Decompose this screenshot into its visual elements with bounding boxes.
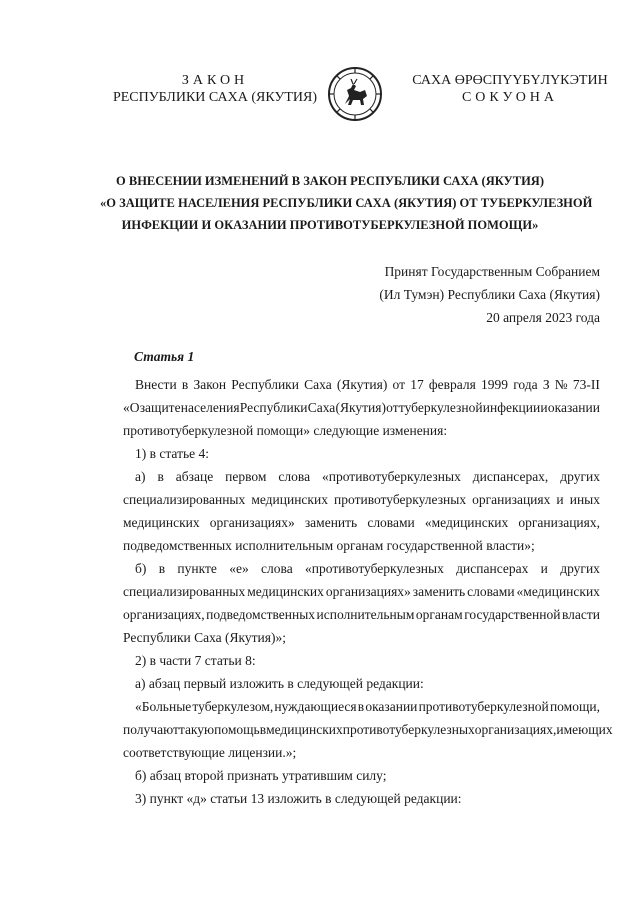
text-line <box>123 511 600 534</box>
title-line: «О ЗАЩИТЕ НАСЕЛЕНИЯ РЕСПУБЛИКИ САХА (ЯКУТИЯ) ОТ ТУБЕРКУЛЕЗНОЙ <box>100 196 593 210</box>
coat-of-arms-emblem <box>327 66 383 122</box>
text-word: «противотуберкулезных <box>322 469 461 484</box>
text-word: медицинских <box>123 515 200 530</box>
header-right-line1: САХА ӨРӨСПҮҮБҮЛҮКЭТИН <box>412 73 608 88</box>
text-word: февраля <box>428 377 476 392</box>
text-word: б) <box>135 561 147 576</box>
text-word: медицинских <box>251 492 328 507</box>
text-word: диспансерах, <box>472 469 549 484</box>
text-word: медицинских <box>266 722 343 737</box>
text-word: и <box>540 561 548 576</box>
text-word: нуждающиеся <box>274 699 357 714</box>
text-word: Республики <box>231 377 299 392</box>
text-line <box>123 764 600 787</box>
text-word: организациях <box>472 492 551 507</box>
text-word: организациях, <box>474 722 557 737</box>
text-word: соответствующие лицензии.»; <box>123 745 297 760</box>
text-word: противотуберкулезной <box>418 699 549 714</box>
text-word: Саха <box>304 377 332 392</box>
text-word: 17 <box>410 377 424 392</box>
text-word: Внести <box>135 377 177 392</box>
header-right-line2: СОКУОНА <box>461 90 559 105</box>
text-word: пункте <box>177 561 217 576</box>
adoption-note <box>379 260 600 329</box>
title-line: ИНФЕКЦИИ И ОКАЗАНИИ ПРОТИВОТУБЕРКУЛЕЗНОЙ ПОМОЩИ» <box>121 218 539 232</box>
text-line <box>123 580 600 603</box>
text-word: организациях» <box>325 584 411 599</box>
article-heading: Статья 1 <box>134 349 195 364</box>
text-word: «Больные <box>135 699 192 714</box>
text-line <box>123 672 600 695</box>
text-word: словами <box>467 584 515 599</box>
text-word: государственной <box>464 607 561 622</box>
text-word: в <box>357 699 365 714</box>
text-line <box>123 396 600 419</box>
text-word: власти <box>561 607 600 622</box>
text-word: 73-II <box>572 377 600 392</box>
text-line <box>123 419 600 442</box>
law-title <box>100 170 593 236</box>
article-body <box>123 373 613 810</box>
header-left <box>110 72 320 106</box>
header-left-line1: ЗАКОН <box>181 73 249 88</box>
text-word: получают <box>123 722 179 737</box>
text-word: подведомственных исполнительным органам государственной власти»; <box>123 538 535 553</box>
text-word: оказании <box>365 699 418 714</box>
text-word: туберкулезной <box>398 400 483 415</box>
text-word: иных <box>569 492 600 507</box>
text-word: специализированных <box>123 584 246 599</box>
text-line <box>123 442 600 465</box>
text-word: первом <box>225 469 267 484</box>
text-word: а) <box>135 469 146 484</box>
text-word: б) абзац второй признать утратившим силу; <box>135 768 387 783</box>
text-word: и <box>540 400 548 415</box>
text-word: подведомственных <box>206 607 316 622</box>
text-word: «медицинских <box>516 584 600 599</box>
text-line <box>123 465 600 488</box>
text-word: года <box>513 377 538 392</box>
text-word: № <box>554 377 568 392</box>
text-word: (Якутия) <box>335 400 386 415</box>
text-word: «противотуберкулезных <box>305 561 444 576</box>
text-word: противотуберкулезной помощи» следующие изменения: <box>123 423 448 438</box>
text-word: противотуберкулезных <box>342 722 475 737</box>
text-word: «медицинских <box>424 515 509 530</box>
text-line <box>123 534 600 557</box>
text-word: Закон <box>193 377 227 392</box>
text-line <box>123 695 600 718</box>
text-word: в <box>158 561 166 576</box>
adoption-line: Принят Государственным Собранием <box>384 264 600 279</box>
text-word: оказании <box>547 400 600 415</box>
text-word: З <box>542 377 550 392</box>
text-word: защите <box>139 400 181 415</box>
text-word: других <box>560 561 600 576</box>
text-word: населения <box>180 400 240 415</box>
text-word: такую <box>178 722 215 737</box>
text-line <box>123 488 600 511</box>
text-word: и <box>556 492 564 507</box>
text-word: имеющих <box>556 722 613 737</box>
text-word: помощь <box>214 722 260 737</box>
text-word: словами <box>367 515 415 530</box>
text-word: 2) в части 7 статьи 8: <box>135 653 256 668</box>
text-line <box>123 649 600 672</box>
header-left-line2: РЕСПУБЛИКИ САХА (ЯКУТИЯ) <box>112 90 318 105</box>
text-line <box>123 557 600 580</box>
text-word: диспансерах <box>456 561 529 576</box>
text-word: других <box>560 469 600 484</box>
text-line <box>123 626 600 649</box>
text-word: а) абзац первый изложить в следующей редакции: <box>135 676 424 691</box>
text-word: Республики Саха (Якутия)»; <box>123 630 286 645</box>
text-word: абзаце <box>175 469 214 484</box>
text-word: слова <box>261 561 293 576</box>
text-line <box>123 718 613 741</box>
text-line <box>123 787 600 810</box>
text-word: организациях, <box>123 607 205 622</box>
text-word: в <box>259 722 267 737</box>
text-word: в <box>181 377 189 392</box>
text-word: Саха <box>307 400 336 415</box>
header-right <box>405 72 615 106</box>
text-word: организациях» <box>209 515 295 530</box>
text-word: 3) пункт «д» статьи 13 изложить в следующей редакции: <box>135 791 462 806</box>
text-word: 1999 <box>481 377 509 392</box>
text-word: «О <box>123 400 140 415</box>
adoption-line: (Ил Тумэн) Республики Саха (Якутия) <box>379 287 600 302</box>
text-word: 1) в статье 4: <box>135 446 209 461</box>
text-word: от <box>392 377 406 392</box>
text-word: туберкулезом, <box>192 699 274 714</box>
text-line <box>123 603 600 626</box>
text-word: организациях, <box>518 515 600 530</box>
title-line: О ВНЕСЕНИИ ИЗМЕНЕНИЙ В ЗАКОН РЕСПУБЛИКИ САХА (ЯКУТИЯ) <box>116 174 544 188</box>
text-word: органам <box>415 607 463 622</box>
text-line <box>123 741 600 764</box>
text-word: специализированных <box>123 492 246 507</box>
text-word: Республики <box>239 400 308 415</box>
text-word: от <box>386 400 399 415</box>
text-line <box>123 373 600 396</box>
text-word: «е» <box>229 561 249 576</box>
text-word: помощи, <box>549 699 600 714</box>
text-word: инфекции <box>482 400 541 415</box>
text-word: заменить <box>304 515 358 530</box>
text-word: медицинских <box>247 584 324 599</box>
text-word: исполнительным <box>316 607 415 622</box>
text-word: (Якутия) <box>336 377 388 392</box>
text-word: противотуберкулезных <box>334 492 467 507</box>
text-word: слова <box>278 469 311 484</box>
text-word: в <box>157 469 164 484</box>
text-word: заменить <box>412 584 466 599</box>
adoption-date: 20 апреля 2023 года <box>486 310 600 325</box>
